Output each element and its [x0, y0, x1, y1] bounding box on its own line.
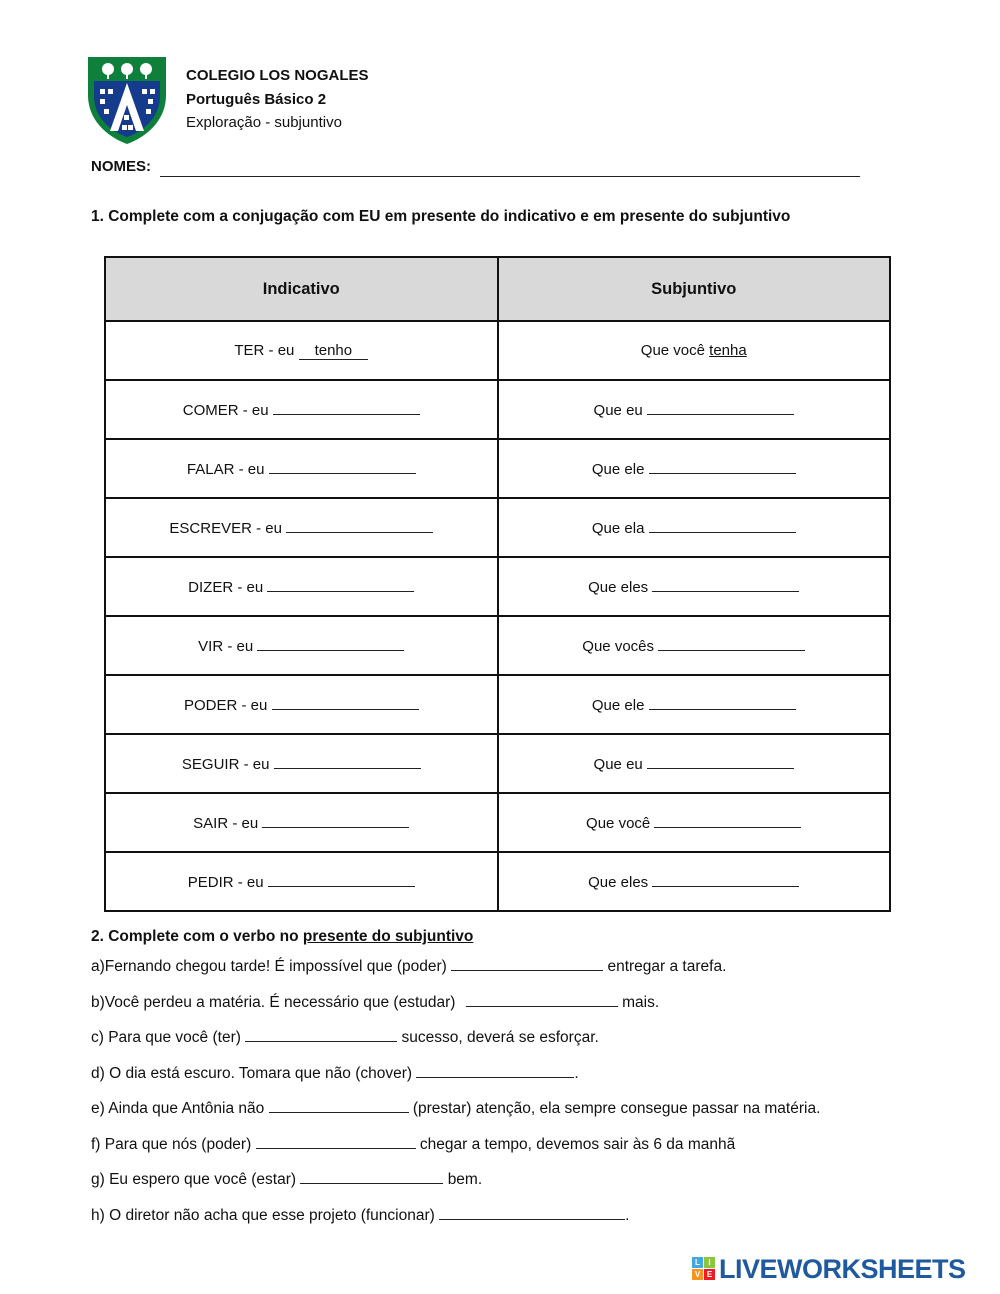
- indicative-prompt: ESCREVER - eu: [169, 520, 282, 537]
- answer-blank[interactable]: [272, 695, 419, 710]
- indicative-prompt: PODER - eu: [183, 697, 268, 714]
- subjunctive-cell: [498, 793, 891, 852]
- subjunctive-cell: [498, 675, 891, 734]
- indicative-prompt: PEDIR - eu: [187, 874, 264, 891]
- answer-blank[interactable]: [652, 872, 799, 887]
- subjunctive-prompt: Que eles: [588, 874, 649, 891]
- question-2-title: [91, 928, 473, 946]
- answer-blank[interactable]: [658, 636, 805, 651]
- sentence-after: sucesso, deverá se esforçar.: [401, 1029, 599, 1046]
- sentence-c: [91, 1029, 599, 1047]
- answer-blank[interactable]: [256, 1136, 416, 1149]
- sentence-before: g) Eu espero que você (estar): [91, 1171, 297, 1188]
- answer-blank[interactable]: [274, 754, 421, 769]
- answer-blank[interactable]: [300, 1171, 443, 1184]
- names-label: NOMES:: [91, 158, 151, 175]
- sentence-after: .: [625, 1207, 630, 1224]
- indicative-prompt: COMER - eu: [182, 402, 269, 419]
- answer-blank[interactable]: [439, 1207, 625, 1220]
- answer-blank[interactable]: [649, 695, 796, 710]
- answer-blank[interactable]: [257, 636, 404, 651]
- indicative-header: Indicativo: [105, 257, 498, 321]
- school-name: COLEGIO LOS NOGALES: [186, 67, 369, 84]
- indicative-prompt: SAIR - eu: [193, 815, 259, 832]
- table-row: [105, 793, 890, 852]
- indicative-cell: [105, 498, 498, 557]
- subjunctive-cell: [498, 498, 891, 557]
- sentence-a: [91, 958, 726, 976]
- answer-blank[interactable]: [654, 813, 801, 828]
- subjunctive-prompt: Que eles: [588, 579, 649, 596]
- subjunctive-cell: [498, 734, 891, 793]
- subjunctive-cell: [498, 852, 891, 911]
- answer-blank[interactable]: [416, 1065, 574, 1078]
- sentence-before: b)Você perdeu a matéria. É necessário que (estudar): [91, 994, 456, 1011]
- indicative-prompt: SEGUIR - eu: [181, 756, 270, 773]
- subjunctive-prompt: Que ele: [591, 461, 645, 478]
- sentence-b: [91, 994, 659, 1012]
- table-header-row: [105, 257, 890, 321]
- logo-tile-icon: L: [692, 1257, 703, 1268]
- liveworksheets-logo[interactable]: [692, 1254, 990, 1284]
- table-row: [105, 852, 890, 911]
- answer-blank[interactable]: [273, 400, 420, 415]
- answer-blank[interactable]: [647, 400, 794, 415]
- subjunctive-prompt: Que ela: [591, 520, 645, 537]
- logo-tile-icon: I: [704, 1257, 715, 1268]
- sentence-g: [91, 1171, 482, 1189]
- sentence-after: .: [574, 1065, 579, 1082]
- answer-blank[interactable]: [268, 872, 415, 887]
- sentence-before: e) Ainda que Antônia não: [91, 1100, 265, 1117]
- indicative-prompt: VIR - eu: [198, 638, 254, 655]
- indicative-cell: [105, 852, 498, 911]
- answer-blank[interactable]: [647, 754, 794, 769]
- table-row: [105, 675, 890, 734]
- answer-blank[interactable]: [262, 813, 409, 828]
- course-name: Português Básico 2: [186, 90, 327, 108]
- question-2-title-underlined: presente do subjuntivo: [302, 928, 474, 945]
- example-subjunctive-cell: [498, 321, 891, 380]
- logo-tile-icon: E: [704, 1269, 715, 1280]
- header-text: [186, 64, 369, 135]
- subjunctive-prompt: Que ele: [591, 697, 645, 714]
- subjunctive-cell: [498, 616, 891, 675]
- question-2-title-prefix: 2. Complete com o verbo no: [91, 928, 299, 945]
- sentence-after: (prestar) atenção, ela sempre consegue passar na matéria.: [412, 1100, 821, 1117]
- subjunctive-prompt: Que vocês: [582, 638, 655, 655]
- answer-blank[interactable]: [466, 994, 618, 1007]
- sentence-d: [91, 1065, 579, 1083]
- sentence-before: h) O diretor não acha que esse projeto (funcionar): [91, 1207, 435, 1224]
- example-subjunctive-prefix: Que você: [640, 342, 705, 359]
- sentence-after: bem.: [447, 1171, 483, 1188]
- subjunctive-cell: [498, 557, 891, 616]
- answer-blank[interactable]: [451, 958, 603, 971]
- sentence-after: chegar a tempo, devemos sair às 6 da manhã: [419, 1136, 736, 1153]
- subjunctive-prompt: Que eu: [593, 402, 643, 419]
- sentence-before: c) Para que você (ter): [91, 1029, 241, 1046]
- sentence-h: [91, 1207, 629, 1225]
- answer-blank[interactable]: [245, 1029, 397, 1042]
- sentence-before: f) Para que nós (poder): [91, 1136, 252, 1153]
- sentence-after: entregar a tarefa.: [607, 958, 727, 975]
- subjunctive-prompt: Que você: [586, 815, 651, 832]
- answer-blank[interactable]: [269, 1100, 409, 1113]
- answer-blank[interactable]: [267, 577, 414, 592]
- table-row: [105, 498, 890, 557]
- indicative-prompt: DIZER - eu: [188, 579, 264, 596]
- subjunctive-cell: [498, 439, 891, 498]
- example-subjunctive-answer: tenha: [709, 342, 747, 359]
- table-row: [105, 734, 890, 793]
- question-1-title: 1. Complete com a conjugação com EU em presente do indicativo e em presente do subjuntivo: [91, 208, 791, 225]
- indicative-cell: [105, 557, 498, 616]
- subjunctive-cell: [498, 380, 891, 439]
- table-row: [105, 616, 890, 675]
- example-indicative-prefix: TER - eu: [234, 341, 295, 359]
- indicative-cell: [105, 380, 498, 439]
- answer-blank[interactable]: [649, 459, 796, 474]
- answer-blank[interactable]: [652, 577, 799, 592]
- indicative-cell: [105, 793, 498, 852]
- table-row: [105, 557, 890, 616]
- sentence-before: a)Fernando chegou tarde! É impossível que (poder): [91, 958, 447, 975]
- table-row: [105, 439, 890, 498]
- worksheet-header: [86, 55, 686, 147]
- topic-name: Exploração - subjuntivo: [186, 114, 342, 131]
- indicative-cell: [105, 616, 498, 675]
- indicative-cell: [105, 734, 498, 793]
- example-indicative-cell: [105, 321, 498, 380]
- sentence-f: [91, 1136, 735, 1154]
- subjunctive-header: Subjuntivo: [498, 257, 891, 321]
- logo-tile-icon: V: [692, 1269, 703, 1280]
- answer-blank[interactable]: [649, 518, 796, 533]
- names-input-line[interactable]: [160, 176, 860, 177]
- answer-blank[interactable]: [269, 459, 416, 474]
- sentence-e: [91, 1100, 820, 1118]
- indicative-prompt: FALAR - eu: [186, 461, 265, 478]
- sentence-before: d) O dia está escuro. Tomara que não (chover): [91, 1065, 413, 1082]
- subjunctive-prompt: Que eu: [593, 756, 643, 773]
- school-crest-logo: [86, 55, 168, 145]
- brand-name: LIVEWORKSHEETS: [719, 1254, 966, 1284]
- example-indicative-answer: tenho: [299, 342, 369, 360]
- conjugation-table: [104, 256, 891, 912]
- sentence-after: mais.: [622, 994, 660, 1011]
- table-row: [105, 380, 890, 439]
- indicative-cell: [105, 675, 498, 734]
- table-row-example: [105, 321, 890, 380]
- indicative-cell: [105, 439, 498, 498]
- answer-blank[interactable]: [286, 518, 433, 533]
